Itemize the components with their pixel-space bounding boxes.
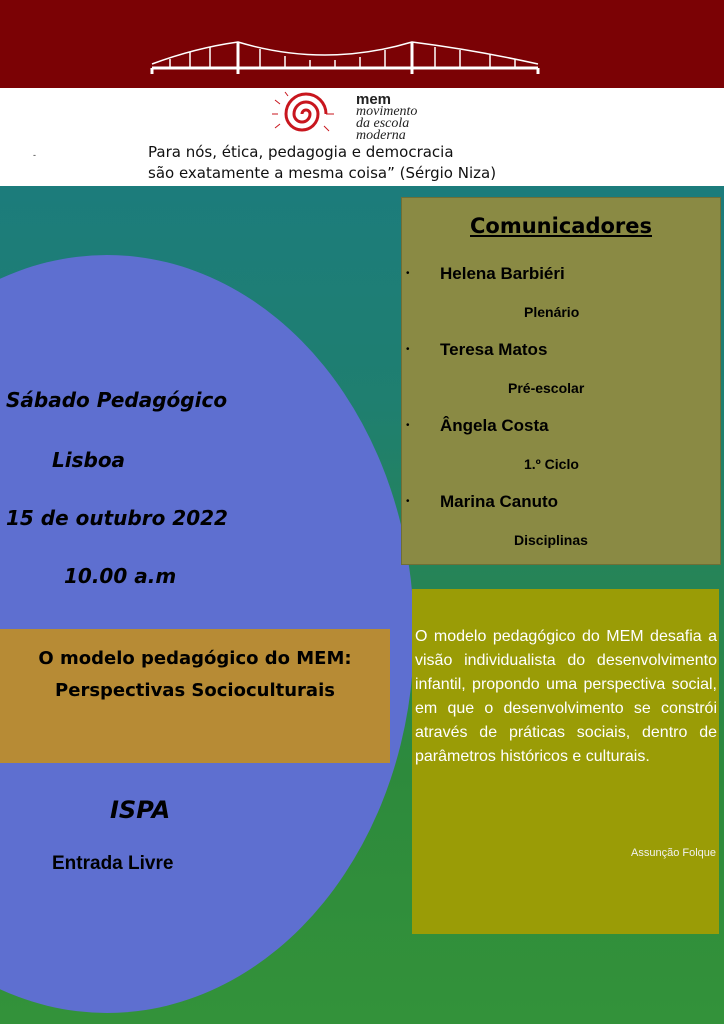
event-time: 10.00 a.m xyxy=(64,564,177,588)
small-mark: - xyxy=(33,150,36,160)
theme-line-1: O modelo pedagógico do MEM: xyxy=(38,648,352,669)
speaker-name: Marina Canuto xyxy=(440,492,559,511)
description-box xyxy=(412,589,719,934)
theme-box xyxy=(0,629,390,763)
quote-line-1: Para nós, ética, pedagogia e democracia xyxy=(148,143,454,161)
speaker-name: Ângela Costa xyxy=(440,416,549,435)
event-entry: Entrada Livre xyxy=(52,853,174,874)
speaker-name: Teresa Matos xyxy=(440,340,548,359)
description-author: Assunção Folque xyxy=(631,847,716,859)
logo-line-3: moderna xyxy=(356,128,406,143)
bullet-icon: • xyxy=(406,496,410,507)
logo-text xyxy=(356,91,418,143)
speakers-heading: Comunicadores xyxy=(470,214,652,238)
bullet-icon: • xyxy=(406,344,410,355)
quote-line-2: são exatamente a mesma coisa” (Sérgio Niza) xyxy=(148,164,497,182)
header-bar xyxy=(0,0,724,88)
event-date: 15 de outubro 2022 xyxy=(6,506,228,530)
bullet-icon: • xyxy=(406,268,410,279)
spiral-logo-icon xyxy=(266,90,346,138)
event-venue: ISPA xyxy=(110,796,171,824)
theme-line-2: Perspectivas Socioculturais xyxy=(55,680,335,701)
event-title: Sábado Pedagógico xyxy=(6,388,228,412)
speakers-box xyxy=(401,197,721,565)
logo-acronym: mem xyxy=(356,91,392,108)
logo-line-1: movimento xyxy=(356,104,418,119)
logo-line-2: da escola xyxy=(356,116,410,131)
event-city: Lisboa xyxy=(52,448,126,472)
speaker-role: Pré-escolar xyxy=(508,380,585,396)
speaker-role: Disciplinas xyxy=(514,532,588,548)
theme-text xyxy=(0,643,390,707)
description-text: O modelo pedagógico do MEM desafia a visão individualista do desenvolvimento infantil, propondo uma perspectiva social, em que o desenvolvimento se constrói através de práticas sociais, dentro de parâmetros históricos e culturais. xyxy=(415,628,717,765)
speaker-role: 1.º Ciclo xyxy=(524,456,579,472)
speaker-name: Helena Barbiéri xyxy=(440,264,565,283)
quote xyxy=(148,142,496,184)
bridge-icon xyxy=(150,38,540,78)
bullet-icon: • xyxy=(406,420,410,431)
speaker-role: Plenário xyxy=(524,304,580,320)
